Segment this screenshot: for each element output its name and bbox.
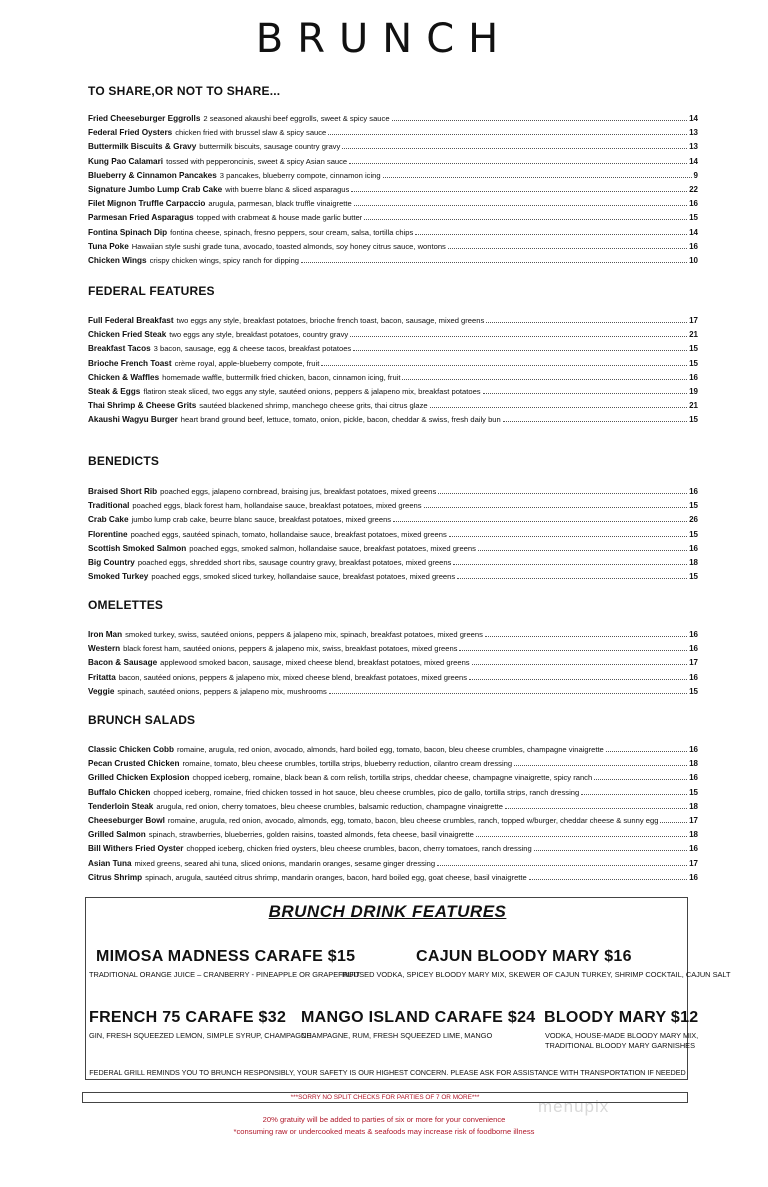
item-price: 15	[689, 415, 698, 425]
gratuity-note: 20% gratuity will be added to parties of six or more for your convenience	[262, 1115, 506, 1124]
section-heading: BENEDICTS	[88, 454, 160, 468]
menu-item	[88, 771, 698, 784]
item-name: Chicken Fried Steak	[88, 330, 167, 340]
item-description: romaine, tomato, bleu cheese crumbles, tortilla strips, blueberry reduction, cilantro cream dressing	[182, 759, 513, 769]
item-name: Scottish Smoked Salmon	[88, 543, 187, 553]
item-name: Steak & Eggs	[88, 387, 141, 396]
leader-dots	[485, 636, 687, 637]
item-name: Florentine	[88, 529, 128, 539]
item-price: 14	[689, 114, 698, 123]
item-description: bacon, sautéed onions, peppers & jalapeno mix, mixed cheese blend, breakfast potatoes, mixed greens	[118, 672, 468, 682]
watermark: menupix	[538, 1097, 610, 1116]
section-heading: FEDERAL FEATURES	[88, 284, 215, 298]
item-description: heart brand ground beef, lettuce, tomato, onion, pickle, bacon, cheddar & swiss, fresh daily bun	[180, 415, 501, 425]
item-price: 19	[689, 387, 698, 396]
drink-features-heading: BRUNCH DRINK FEATURES	[268, 902, 507, 921]
item-price: 21	[689, 330, 698, 340]
leader-dots	[529, 879, 687, 880]
drink-desc: CHAMPAGNE, RUM, FRESH SQUEEZED LIME, MANGO	[301, 1031, 493, 1040]
item-description: arugula, parmesan, black truffle vinaigrette	[208, 199, 352, 209]
responsibility-notice: FEDERAL GRILL REMINDS YOU TO BRUNCH RESPONSIBLY, YOUR SAFETY IS OUR HIGHEST CONCERN. PLEASE ASK FOR ASSISTANCE WITH TRANSPORTATION IF NEEDED	[89, 1068, 686, 1077]
leader-dots	[606, 751, 687, 752]
leader-dots	[505, 808, 687, 809]
item-description: poached eggs, smoked salmon, hollandaise sauce, breakfast potatoes, mixed greens	[189, 543, 476, 553]
item-price: 16	[689, 630, 698, 639]
item-name: Breakfast Tacos	[88, 344, 151, 354]
item-name: Veggie	[88, 686, 115, 696]
item-description: flatiron steak sliced, two eggs any style, sautéed onions, peppers & jalapeno mix, breakfast potatoes	[143, 387, 481, 396]
section-heading: TO SHARE,OR NOT TO SHARE...	[88, 84, 281, 98]
drink-desc: TRADITIONAL BLOODY MARY GARNISHES	[545, 1041, 696, 1050]
item-description: sautéed blackened shrimp, manchego cheese grits, thai citrus glaze	[199, 401, 428, 411]
item-description: 3 pancakes, blueberry compote, cinnamon icing	[219, 170, 381, 180]
item-description: mixed greens, seared ahi tuna, sliced onions, mandarin oranges, sesame ginger dressing	[134, 858, 436, 868]
item-description: chopped iceberg, chicken fried oysters, bleu cheese crumbles, bacon, cherry tomatoes, ranch dressing	[186, 844, 532, 854]
menu-item	[88, 513, 698, 526]
item-name: Iron Man	[88, 630, 123, 639]
leader-dots	[469, 679, 687, 680]
leader-dots	[581, 794, 687, 795]
item-name: Buffalo Chicken	[88, 787, 151, 797]
leader-dots	[594, 779, 687, 780]
leader-dots	[660, 822, 687, 823]
drink-name: CAJUN BLOODY MARY $16	[416, 948, 632, 965]
menu-item	[88, 371, 698, 384]
item-price: 16	[689, 672, 698, 682]
item-description: spinach, arugula, sautéed citrus shrimp, mandarin oranges, bacon, hard boiled egg, goat cheese, basil vinaigrette	[145, 872, 527, 882]
item-description: poached eggs, jalapeno cornbread, braising jus, breakfast potatoes, mixed greens	[160, 487, 437, 496]
item-name: Blueberry & Cinnamon Pancakes	[88, 170, 217, 180]
item-name: Grilled Salmon	[88, 830, 146, 840]
item-price: 16	[689, 543, 698, 553]
item-name: Smoked Turkey	[88, 572, 149, 582]
item-name: Signature Jumbo Lump Crab Cake	[88, 185, 223, 194]
item-price: 15	[689, 358, 698, 368]
item-name: Asian Tuna	[88, 858, 132, 868]
item-name: Bill Withers Fried Oyster	[88, 844, 184, 854]
drink-name: MANGO ISLAND CARAFE $24	[301, 1009, 536, 1026]
leader-dots	[415, 234, 687, 235]
item-name: Tenderloin Steak	[88, 801, 154, 811]
leader-dots	[393, 521, 687, 522]
item-description: jumbo lump crab cake, beurre blanc sauce, breakfast potatoes, mixed greens	[131, 515, 392, 525]
item-name: Chicken Wings	[88, 256, 147, 265]
leader-dots	[430, 407, 687, 408]
item-price: 15	[689, 213, 698, 223]
leader-dots	[478, 550, 687, 551]
menu-item	[88, 814, 698, 827]
menu-item	[88, 786, 698, 799]
menu-item	[88, 671, 698, 684]
item-name: Big Country	[88, 558, 135, 567]
item-price: 16	[689, 644, 698, 654]
leader-dots	[321, 365, 687, 366]
item-price: 17	[689, 658, 698, 668]
leader-dots	[301, 262, 687, 263]
menu-item	[88, 842, 698, 855]
item-description: chopped iceberg, romaine, black bean & corn relish, tortilla strips, cheddar cheese, champagne vinaigrette, spicy ranch	[192, 773, 593, 783]
section-heading: BRUNCH SALADS	[88, 713, 196, 727]
menu-item	[88, 570, 698, 583]
menu-item	[88, 743, 698, 756]
item-name: Fried Cheeseburger Eggrolls	[88, 114, 201, 123]
menu-item	[88, 685, 698, 698]
item-name: Cheeseburger Bowl	[88, 816, 165, 825]
drink-desc: TRADITIONAL ORANGE JUICE – CRANBERRY - PINEAPPLE OR GRAPEFRUIT	[89, 970, 360, 979]
item-description: buttermilk biscuits, sausage country gravy	[199, 142, 341, 152]
item-description: 3 bacon, sausage, egg & cheese tacos, breakfast potatoes	[153, 344, 352, 354]
item-name: Parmesan Fried Asparagus	[88, 213, 194, 223]
item-price: 16	[689, 487, 698, 496]
drink-features-box	[85, 897, 731, 1080]
item-price: 16	[689, 773, 698, 783]
item-description: chopped iceberg, romaine, fried chicken tossed in hot sauce, bleu cheese crumbles, pico de gallo, tortilla strips, ranch dressing	[153, 787, 580, 797]
item-price: 9	[693, 170, 698, 180]
item-description: spinach, strawberries, blueberries, golden raisins, toasted almonds, feta cheese, basil vinaigrette	[148, 830, 474, 840]
item-description: chicken fried with brussel slaw & spicy sauce	[175, 128, 327, 138]
item-price: 16	[689, 872, 698, 882]
item-price: 15	[689, 529, 698, 539]
item-description: black forest ham, sautéed onions, peppers & jalapeno mix, swiss, breakfast potatoes, mixed greens	[123, 644, 458, 654]
item-price: 16	[689, 745, 698, 754]
menu-item	[88, 357, 698, 370]
item-description: tossed with pepperoncinis, sweet & spicy Asian sauce	[166, 156, 348, 166]
menu-item	[88, 485, 698, 498]
item-price: 18	[689, 558, 698, 567]
item-price: 26	[689, 515, 698, 525]
item-description: two eggs any style, breakfast potatoes, brioche french toast, bacon, sausage, mixed greens	[176, 316, 485, 325]
menu-item	[88, 413, 698, 426]
item-name: Braised Short Rib	[88, 487, 158, 496]
leader-dots	[424, 507, 688, 508]
leader-dots	[402, 379, 687, 380]
item-description: two eggs any style, breakfast potatoes, country gravy	[169, 330, 349, 340]
item-price: 14	[689, 156, 698, 166]
menu-item	[88, 385, 698, 398]
leader-dots	[354, 205, 687, 206]
item-name: Buttermilk Biscuits & Gravy	[88, 142, 197, 152]
leader-dots	[449, 536, 687, 537]
leader-dots	[476, 836, 687, 837]
item-price: 16	[689, 241, 698, 251]
leader-dots	[353, 350, 687, 351]
item-description: romaine, arugula, red onion, avocado, almonds, egg, tomato, bacon, bleu cheese crumbles, ranch, topped w/burger, cheddar cheese & sunny egg	[167, 816, 659, 825]
item-description: Hawaiian style sushi grade tuna, avocado, toasted almonds, soy honey citrus sauce, wontons	[131, 241, 446, 251]
no-split-notice: ***SORRY NO SPLIT CHECKS FOR PARTIES OF 7 OR MORE***	[82, 1092, 688, 1103]
leader-dots	[342, 148, 687, 149]
menu-item	[88, 528, 698, 541]
menu-item	[88, 140, 698, 153]
leader-dots	[437, 865, 687, 866]
item-name: Thai Shrimp & Cheese Grits	[88, 401, 197, 411]
item-price: 15	[689, 787, 698, 797]
item-price: 17	[689, 816, 698, 825]
item-price: 10	[689, 256, 698, 265]
item-price: 15	[689, 501, 698, 511]
leader-dots	[350, 336, 687, 337]
item-description: applewood smoked bacon, sausage, mixed cheese blend, breakfast potatoes, mixed greens	[160, 658, 470, 668]
leader-dots	[392, 120, 688, 121]
item-description: arugula, red onion, cherry tomatoes, bleu cheese crumbles, balsamic reduction, champagne vinaigrette	[156, 801, 503, 811]
item-name: Fontina Spinach Dip	[88, 227, 168, 237]
item-price: 15	[689, 344, 698, 354]
item-price: 14	[689, 227, 698, 237]
leader-dots	[328, 134, 687, 135]
item-name: Federal Fried Oysters	[88, 128, 173, 138]
drink-desc: INFUSED VODKA, SPICEY BLOODY MARY MIX, SKEWER OF CAJUN TURKEY, SHRIMP COCKTAIL, CAJUN SALT	[342, 970, 731, 979]
menu-item	[88, 628, 698, 641]
item-price: 21	[689, 401, 698, 411]
item-name: Fritatta	[88, 672, 116, 682]
item-description: homemade waffle, buttermilk fried chicken, bacon, cinnamon icing, fruit	[162, 372, 401, 382]
item-description: smoked turkey, swiss, sautéed onions, peppers & jalapeno mix, spinach, breakfast potatoes, mixed greens	[125, 630, 483, 639]
item-name: Chicken & Waffles	[88, 372, 160, 382]
item-description: topped with crabmeat & house made garlic butter	[196, 213, 363, 223]
item-price: 18	[689, 830, 698, 840]
leader-dots	[364, 219, 687, 220]
item-price: 15	[689, 572, 698, 582]
menu-item	[88, 254, 698, 267]
menu-item	[88, 126, 698, 139]
item-description: poached eggs, black forest ham, hollandaise sauce, breakfast potatoes, mixed greens	[132, 501, 422, 511]
menu-item	[88, 757, 698, 770]
menu-item	[88, 871, 698, 884]
item-price: 17	[689, 858, 698, 868]
leader-dots	[483, 393, 687, 394]
leader-dots	[459, 650, 687, 651]
drink-name: BLOODY MARY $12	[544, 1009, 699, 1026]
item-name: Bacon & Sausage	[88, 658, 158, 668]
item-price: 18	[689, 759, 698, 769]
item-description: with buerre blanc & sliced asparagus	[225, 185, 350, 194]
item-name: Kung Pao Calamari	[88, 156, 164, 166]
drink-desc: GIN, FRESH SQUEEZED LEMON, SIMPLE SYRUP, CHAMPAGNE	[89, 1031, 312, 1040]
menu-item	[88, 800, 698, 813]
item-description: spinach, sautéed onions, peppers & jalapeno mix, mushrooms	[117, 686, 327, 696]
item-price: 13	[689, 142, 698, 152]
leader-dots	[534, 850, 687, 851]
drink-desc: VODKA, HOUSE-MADE BLOODY MARY MIX,	[545, 1031, 699, 1040]
item-name: Classic Chicken Cobb	[88, 745, 174, 754]
menu-item	[88, 828, 698, 841]
menu-item	[88, 399, 698, 412]
menu-item	[88, 112, 698, 125]
item-price: 15	[689, 686, 698, 696]
item-description: romaine, arugula, red onion, avocado, almonds, hard boiled egg, tomato, bacon, bleu cheese crumbles, champagne vinaigrette	[177, 745, 604, 754]
item-description: poached eggs, sautéed spinach, tomato, hollandaise sauce, breakfast potatoes, mixed greens	[130, 529, 447, 539]
drink-name: MIMOSA MADNESS CARAFE $15	[96, 948, 356, 965]
leader-dots	[438, 493, 687, 494]
leader-dots	[453, 564, 687, 565]
leader-dots	[383, 177, 692, 178]
item-description: poached eggs, smoked sliced turkey, hollandaise sauce, breakfast potatoes, mixed greens	[151, 572, 456, 582]
menu-item	[88, 183, 698, 196]
menu-item	[88, 542, 698, 555]
menu-item	[88, 314, 698, 327]
item-description: crème royal, apple-blueberry compote, fruit	[174, 358, 320, 368]
item-description: 2 seasoned akaushi beef eggrolls, sweet & spicy sauce	[203, 114, 390, 123]
item-description: fontina cheese, spinach, fresno peppers, sour cream, salsa, tortilla chips	[170, 227, 414, 237]
item-name: Brioche French Toast	[88, 358, 172, 368]
section-heading: OMELETTES	[88, 598, 164, 612]
leader-dots	[349, 163, 687, 164]
item-price: 22	[689, 185, 698, 194]
leader-dots	[329, 693, 687, 694]
menu-item	[88, 226, 698, 239]
menu-item	[88, 342, 698, 355]
leader-dots	[448, 248, 687, 249]
leader-dots	[457, 578, 687, 579]
leader-dots	[472, 664, 687, 665]
consumption-warning: *consuming raw or undercooked meats & seafoods may increase risk of foodborne illness	[233, 1127, 535, 1136]
item-name: Tuna Poke	[88, 241, 129, 251]
leader-dots	[486, 322, 687, 323]
item-name: Citrus Shrimp	[88, 872, 143, 882]
menu-item	[88, 556, 698, 569]
item-name: Pecan Crusted Chicken	[88, 759, 180, 769]
item-price: 16	[689, 372, 698, 382]
item-name: Western	[88, 644, 121, 654]
menu-item	[88, 155, 698, 168]
item-price: 17	[689, 316, 698, 325]
menu-item	[88, 169, 698, 182]
item-description: crispy chicken wings, spicy ranch for dipping	[149, 256, 300, 265]
menu-item	[88, 197, 698, 210]
item-price: 16	[689, 844, 698, 854]
menu-item	[88, 240, 698, 253]
item-description: poached eggs, shredded short ribs, sausage country gravy, breakfast potatoes, mixed greens	[137, 558, 452, 567]
leader-dots	[503, 421, 687, 422]
item-name: Grilled Chicken Explosion	[88, 773, 190, 783]
item-name: Full Federal Breakfast	[88, 316, 174, 325]
menu-item	[88, 857, 698, 870]
leader-dots	[351, 191, 687, 192]
item-name: Filet Mignon Truffle Carpaccio	[88, 199, 206, 209]
page-title: BRUNCH	[255, 16, 513, 62]
item-price: 13	[689, 128, 698, 138]
menu-item	[88, 328, 698, 341]
item-name: Crab Cake	[88, 515, 129, 525]
drink-name: FRENCH 75 CARAFE $32	[89, 1009, 287, 1026]
menu-item	[88, 211, 698, 224]
item-name: Traditional	[88, 501, 130, 511]
leader-dots	[514, 765, 687, 766]
menu-item	[88, 499, 698, 512]
menu-item	[88, 656, 698, 669]
item-price: 16	[689, 199, 698, 209]
item-price: 18	[689, 801, 698, 811]
item-name: Akaushi Wagyu Burger	[88, 415, 178, 425]
menu-item	[88, 642, 698, 655]
